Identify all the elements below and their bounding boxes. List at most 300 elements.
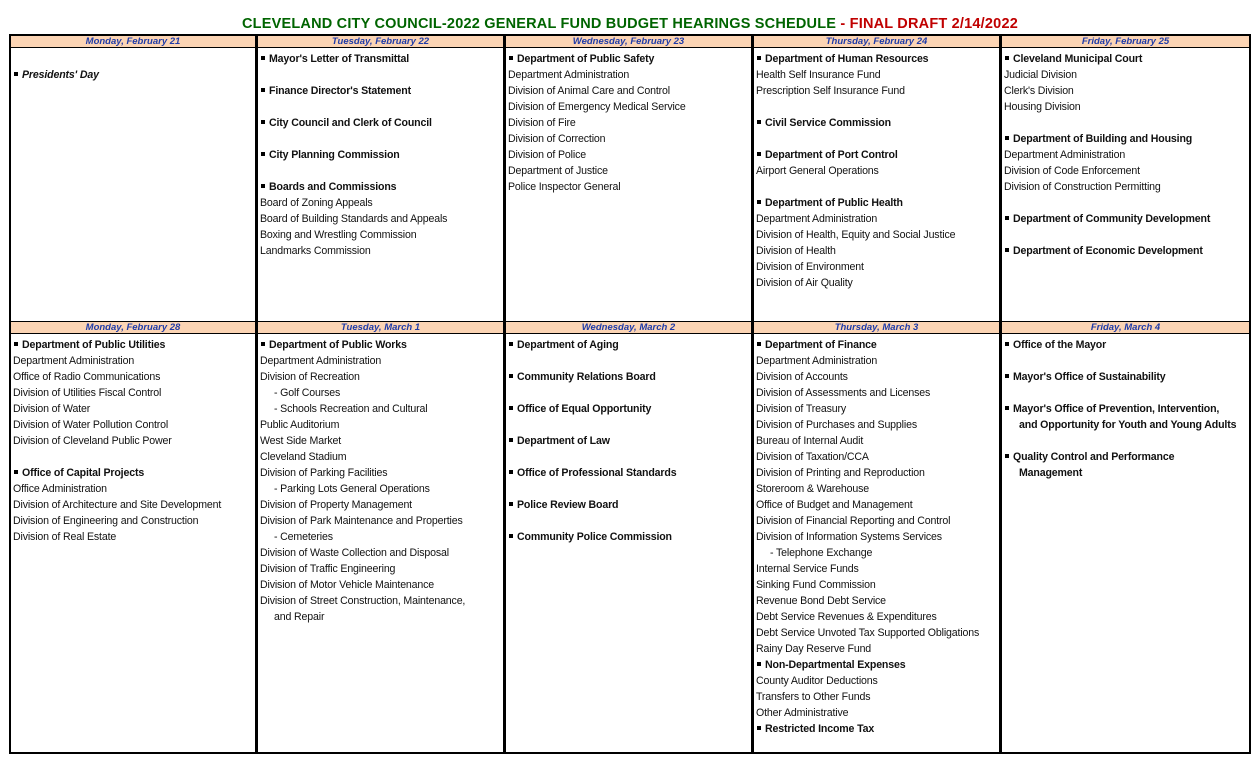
- spacer: [508, 417, 751, 433]
- agenda-text: Division of Printing and Reproduction: [756, 467, 925, 479]
- agenda-subitem: [260, 529, 503, 545]
- agenda-heading: [508, 465, 751, 481]
- agenda-item: [508, 99, 751, 115]
- agenda-text: Division of Construction Permitting: [1004, 181, 1161, 193]
- day-agenda: [258, 48, 503, 259]
- day-cell: [11, 322, 258, 752]
- agenda-text: Transfers to Other Funds: [756, 691, 871, 703]
- spacer: [756, 179, 999, 195]
- agenda-text: Division of Recreation: [260, 371, 360, 383]
- day-agenda: [1002, 48, 1249, 259]
- day-header: Friday, March 4: [1002, 322, 1249, 334]
- agenda-heading: [1004, 369, 1249, 385]
- agenda-text: Boxing and Wrestling Commission: [260, 229, 417, 241]
- spacer: [1004, 353, 1249, 369]
- agenda-text: Debt Service Revenues & Expenditures: [756, 611, 937, 623]
- agenda-text: - Cemeteries: [274, 531, 333, 543]
- agenda-text: Non-Departmental Expenses: [765, 659, 906, 671]
- agenda-text: Division of Parking Facilities: [260, 467, 388, 479]
- agenda-item: [756, 227, 999, 243]
- agenda-heading: [260, 179, 503, 195]
- agenda-item: [756, 513, 999, 529]
- agenda-text: - Parking Lots General Operations: [274, 483, 430, 495]
- day-header: Wednesday, March 2: [506, 322, 751, 334]
- spacer: [756, 99, 999, 115]
- agenda-text: Department of Economic Development: [1013, 245, 1203, 257]
- agenda-item: [508, 147, 751, 163]
- agenda-item: [756, 529, 999, 545]
- agenda-text: Division of Engineering and Construction: [13, 515, 199, 527]
- agenda-item: [1004, 67, 1249, 83]
- agenda-heading: [260, 83, 503, 99]
- day-header: Friday, February 25: [1002, 36, 1249, 48]
- agenda-subitem: [260, 481, 503, 497]
- bullet-icon: [1005, 406, 1009, 410]
- agenda-item: [756, 353, 999, 369]
- agenda-text: - Telephone Exchange: [770, 547, 873, 559]
- agenda-item: [260, 465, 503, 481]
- agenda-item: [260, 497, 503, 513]
- day-header: Tuesday, February 22: [258, 36, 503, 48]
- agenda-text: Division of Health: [756, 245, 836, 257]
- bullet-icon: [1005, 248, 1009, 252]
- day-cell: [258, 36, 506, 321]
- day-agenda: [1002, 334, 1249, 481]
- day-agenda: [506, 334, 751, 545]
- agenda-item: [260, 211, 503, 227]
- day-agenda: [506, 48, 751, 195]
- agenda-text: Judicial Division: [1004, 69, 1077, 81]
- agenda-subitem: [260, 401, 503, 417]
- agenda-heading: [756, 657, 999, 673]
- agenda-heading: [1004, 51, 1249, 67]
- day-agenda: [754, 334, 999, 737]
- agenda-heading: [1004, 243, 1249, 259]
- agenda-item: [13, 481, 255, 497]
- bullet-icon: [14, 470, 18, 474]
- agenda-heading: [756, 337, 999, 353]
- page-title: [0, 16, 1260, 32]
- agenda-item: [1004, 147, 1249, 163]
- spacer: [1004, 227, 1249, 243]
- agenda-text: Police Inspector General: [508, 181, 621, 193]
- agenda-item: [1004, 179, 1249, 195]
- bullet-icon: [261, 184, 265, 188]
- agenda-item: [260, 513, 503, 529]
- agenda-text: Civil Service Commission: [765, 117, 891, 129]
- agenda-text: Storeroom & Warehouse: [756, 483, 870, 495]
- agenda-text: Office of Budget and Management: [756, 499, 913, 511]
- agenda-heading: [508, 369, 751, 385]
- bullet-icon: [509, 470, 513, 474]
- agenda-text: Division of Purchases and Supplies: [756, 419, 917, 431]
- agenda-text: Division of Cleveland Public Power: [13, 435, 172, 447]
- agenda-item: [756, 417, 999, 433]
- day-header: Monday, February 21: [11, 36, 255, 48]
- agenda-item: [756, 689, 999, 705]
- agenda-item: [756, 449, 999, 465]
- agenda-text: - Schools Recreation and Cultural: [274, 403, 428, 415]
- spacer: [1004, 433, 1249, 449]
- agenda-text: Division of Police: [508, 149, 586, 161]
- agenda-text: Division of Motor Vehicle Maintenance: [260, 579, 435, 591]
- agenda-text: Office Administration: [13, 483, 107, 495]
- agenda-item: [260, 577, 503, 593]
- bullet-icon: [14, 342, 18, 346]
- agenda-text: City Council and Clerk of Council: [269, 117, 432, 129]
- agenda-item: [260, 417, 503, 433]
- agenda-heading: [1004, 449, 1249, 465]
- agenda-text: Management: [1019, 467, 1083, 479]
- agenda-text: Office of the Mayor: [1013, 339, 1107, 351]
- agenda-text: Division of Financial Reporting and Control: [756, 515, 951, 527]
- agenda-item: [13, 513, 255, 529]
- agenda-text: Department of Aging: [517, 339, 619, 351]
- agenda-item: [260, 593, 503, 609]
- agenda-subitem: [756, 545, 999, 561]
- agenda-heading: [13, 67, 255, 83]
- bullet-icon: [1005, 216, 1009, 220]
- agenda-text: Department of Justice: [508, 165, 608, 177]
- agenda-text: Prescription Self Insurance Fund: [756, 85, 905, 97]
- agenda-item: [756, 497, 999, 513]
- agenda-heading: [508, 529, 751, 545]
- bullet-icon: [14, 72, 18, 76]
- agenda-item: [756, 83, 999, 99]
- bullet-icon: [261, 56, 265, 60]
- agenda-text: Debt Service Unvoted Tax Supported Obligations: [756, 627, 980, 639]
- agenda-text: Department of Law: [517, 435, 610, 447]
- spacer: [1004, 195, 1249, 211]
- spacer: [508, 353, 751, 369]
- agenda-text: Landmarks Commission: [260, 245, 371, 257]
- bullet-icon: [509, 406, 513, 410]
- agenda-text: Health Self Insurance Fund: [756, 69, 881, 81]
- agenda-item: [260, 353, 503, 369]
- agenda-text: Department of Finance: [765, 339, 877, 351]
- agenda-item: [756, 593, 999, 609]
- bullet-icon: [1005, 56, 1009, 60]
- bullet-icon: [509, 502, 513, 506]
- day-agenda: [11, 334, 255, 545]
- agenda-subitem: [260, 385, 503, 401]
- bullet-icon: [757, 342, 761, 346]
- agenda-item: [260, 369, 503, 385]
- agenda-item: [508, 83, 751, 99]
- day-cell: [11, 36, 258, 321]
- agenda-text: Division of Assessments and Licenses: [756, 387, 931, 399]
- day-header: Thursday, March 3: [754, 322, 999, 334]
- agenda-item: [756, 211, 999, 227]
- agenda-text: Sinking Fund Commission: [756, 579, 876, 591]
- agenda-text: Division of Treasury: [756, 403, 847, 415]
- agenda-text: and Opportunity for Youth and Young Adults: [1019, 419, 1237, 431]
- day-agenda: [11, 48, 255, 83]
- day-cell: [506, 322, 754, 752]
- agenda-heading: [1004, 401, 1249, 417]
- agenda-text: Housing Division: [1004, 101, 1081, 113]
- agenda-text: Division of Real Estate: [13, 531, 117, 543]
- agenda-text: Department of Building and Housing: [1013, 133, 1193, 145]
- agenda-text: Department of Public Health: [765, 197, 903, 209]
- agenda-item: [1004, 83, 1249, 99]
- day-cell: [506, 36, 754, 321]
- agenda-text: Department of Community Development: [1013, 213, 1211, 225]
- agenda-item: [13, 433, 255, 449]
- day-cell: [754, 36, 1002, 321]
- agenda-item: [260, 227, 503, 243]
- day-cell: [754, 322, 1002, 752]
- agenda-item: [756, 163, 999, 179]
- title-main: CLEVELAND CITY COUNCIL-2022 GENERAL FUND BUDGET HEARINGS SCHEDULE: [242, 16, 837, 32]
- agenda-heading: [508, 337, 751, 353]
- agenda-text: Division of Park Maintenance and Properties: [260, 515, 463, 527]
- agenda-item: [13, 401, 255, 417]
- agenda-item: [13, 497, 255, 513]
- spacer: [260, 131, 503, 147]
- agenda-item: [1004, 163, 1249, 179]
- agenda-text: Cleveland Stadium: [260, 451, 347, 463]
- week-row-2: [11, 322, 1249, 752]
- week-row-1: [11, 36, 1249, 324]
- agenda-text: Division of Correction: [508, 133, 606, 145]
- agenda-text: Boards and Commissions: [269, 181, 397, 193]
- agenda-text: Bureau of Internal Audit: [756, 435, 864, 447]
- agenda-item: [260, 449, 503, 465]
- agenda-text: Department Administration: [756, 213, 878, 225]
- title-draft: FINAL DRAFT 2/14/2022: [849, 16, 1018, 32]
- spacer: [508, 481, 751, 497]
- agenda-heading: [260, 337, 503, 353]
- agenda-item: [756, 385, 999, 401]
- agenda-text: Internal Service Funds: [756, 563, 859, 575]
- bullet-icon: [509, 534, 513, 538]
- agenda-text: Clerk's Division: [1004, 85, 1074, 97]
- agenda-text: Community Police Commission: [517, 531, 672, 543]
- spacer: [508, 385, 751, 401]
- agenda-heading: [508, 433, 751, 449]
- bullet-icon: [1005, 342, 1009, 346]
- agenda-text: Office of Professional Standards: [517, 467, 677, 479]
- agenda-item: [756, 259, 999, 275]
- agenda-heading: [756, 721, 999, 737]
- spacer: [1004, 115, 1249, 131]
- agenda-text: Public Auditorium: [260, 419, 340, 431]
- agenda-text: Division of Environment: [756, 261, 864, 273]
- agenda-text: Cleveland Municipal Court: [1013, 53, 1143, 65]
- agenda-item: [508, 131, 751, 147]
- day-agenda: [754, 48, 999, 291]
- agenda-text: Quality Control and Performance: [1013, 451, 1175, 463]
- agenda-text: Department Administration: [260, 355, 382, 367]
- agenda-item: [260, 433, 503, 449]
- agenda-text: Presidents' Day: [22, 69, 99, 81]
- agenda-text: Office of Equal Opportunity: [517, 403, 652, 415]
- agenda-text: Office of Radio Communications: [13, 371, 161, 383]
- agenda-text: County Auditor Deductions: [756, 675, 878, 687]
- bullet-icon: [509, 374, 513, 378]
- agenda-heading: [13, 465, 255, 481]
- bullet-icon: [261, 88, 265, 92]
- bullet-icon: [1005, 374, 1009, 378]
- agenda-heading: [260, 147, 503, 163]
- agenda-heading: [508, 51, 751, 67]
- agenda-text: Mayor's Office of Sustainability: [1013, 371, 1166, 383]
- agenda-text: Revenue Bond Debt Service: [756, 595, 886, 607]
- agenda-text: Airport General Operations: [756, 165, 879, 177]
- agenda-text: Division of Street Construction, Maintenance,: [260, 595, 466, 607]
- agenda-item: [1004, 99, 1249, 115]
- agenda-text: Department Administration: [756, 355, 878, 367]
- day-header: Monday, February 28: [11, 322, 255, 334]
- agenda-item: [260, 561, 503, 577]
- agenda-item: [756, 609, 999, 625]
- agenda-item: [508, 163, 751, 179]
- agenda-text: Division of Accounts: [756, 371, 848, 383]
- bullet-icon: [261, 120, 265, 124]
- agenda-text: Department Administration: [13, 355, 135, 367]
- day-agenda: [258, 334, 503, 625]
- spacer: [13, 51, 255, 67]
- agenda-item: [756, 465, 999, 481]
- agenda-text: Police Review Board: [517, 499, 619, 511]
- bullet-icon: [757, 152, 761, 156]
- agenda-heading: [1004, 337, 1249, 353]
- agenda-item: [508, 179, 751, 195]
- day-header: Wednesday, February 23: [506, 36, 751, 48]
- agenda-heading-continued: [1004, 417, 1249, 433]
- agenda-text: Rainy Day Reserve Fund: [756, 643, 872, 655]
- agenda-text: Department Administration: [508, 69, 630, 81]
- agenda-text: Division of Water: [13, 403, 91, 415]
- agenda-text: Department Administration: [1004, 149, 1126, 161]
- agenda-text: Division of Code Enforcement: [1004, 165, 1140, 177]
- agenda-item: [756, 433, 999, 449]
- agenda-item: [756, 243, 999, 259]
- agenda-item: [756, 67, 999, 83]
- agenda-heading: [260, 115, 503, 131]
- agenda-text: Finance Director's Statement: [269, 85, 411, 97]
- agenda-heading: [508, 497, 751, 513]
- agenda-item: [260, 195, 503, 211]
- day-header: Tuesday, March 1: [258, 322, 503, 334]
- agenda-text: Division of Traffic Engineering: [260, 563, 396, 575]
- spacer: [260, 67, 503, 83]
- agenda-text: Division of Architecture and Site Development: [13, 499, 222, 511]
- agenda-item: [756, 561, 999, 577]
- bullet-icon: [261, 342, 265, 346]
- agenda-heading: [756, 51, 999, 67]
- spacer: [260, 99, 503, 115]
- agenda-text: Mayor's Office of Prevention, Intervention,: [1013, 403, 1220, 415]
- agenda-text: West Side Market: [260, 435, 342, 447]
- agenda-item: [260, 545, 503, 561]
- bullet-icon: [1005, 454, 1009, 458]
- spacer: [508, 513, 751, 529]
- agenda-text: Department of Port Control: [765, 149, 898, 161]
- agenda-item: [13, 369, 255, 385]
- day-cell: [1002, 322, 1249, 752]
- agenda-text: Other Administrative: [756, 707, 849, 719]
- agenda-item: [508, 115, 751, 131]
- bullet-icon: [509, 342, 513, 346]
- spacer: [508, 449, 751, 465]
- agenda-item: [260, 243, 503, 259]
- agenda-text: Board of Zoning Appeals: [260, 197, 373, 209]
- spacer: [756, 131, 999, 147]
- agenda-item: [13, 529, 255, 545]
- agenda-item: [756, 641, 999, 657]
- bullet-icon: [509, 438, 513, 442]
- agenda-heading: [508, 401, 751, 417]
- agenda-text: Mayor's Letter of Transmittal: [269, 53, 410, 65]
- agenda-text: City Planning Commission: [269, 149, 400, 161]
- agenda-text: Department of Public Safety: [517, 53, 655, 65]
- agenda-item: [756, 481, 999, 497]
- agenda-heading: [1004, 131, 1249, 147]
- agenda-text: Restricted Income Tax: [765, 723, 875, 735]
- agenda-heading: [756, 115, 999, 131]
- bullet-icon: [757, 120, 761, 124]
- agenda-text: Office of Capital Projects: [22, 467, 145, 479]
- agenda-heading: [13, 337, 255, 353]
- agenda-text: Community Relations Board: [517, 371, 656, 383]
- bullet-icon: [261, 152, 265, 156]
- spacer: [1004, 385, 1249, 401]
- spacer: [13, 449, 255, 465]
- agenda-heading: [756, 147, 999, 163]
- agenda-text: Division of Water Pollution Control: [13, 419, 169, 431]
- agenda-text: Board of Building Standards and Appeals: [260, 213, 448, 225]
- agenda-item: [756, 705, 999, 721]
- agenda-text: Division of Utilities Fiscal Control: [13, 387, 162, 399]
- day-cell: [258, 322, 506, 752]
- agenda-text: Department of Public Utilities: [22, 339, 166, 351]
- agenda-heading-continued: [1004, 465, 1249, 481]
- agenda-item: [13, 385, 255, 401]
- agenda-text: Division of Air Quality: [756, 277, 853, 289]
- agenda-heading: [756, 195, 999, 211]
- agenda-text: Division of Emergency Medical Service: [508, 101, 686, 113]
- bullet-icon: [509, 56, 513, 60]
- agenda-heading: [260, 51, 503, 67]
- agenda-text: Department of Human Resources: [765, 53, 929, 65]
- day-cell: [1002, 36, 1249, 321]
- agenda-text: and Repair: [274, 611, 325, 623]
- agenda-text: Department of Public Works: [269, 339, 407, 351]
- agenda-item: [508, 67, 751, 83]
- agenda-item: [756, 369, 999, 385]
- agenda-text: Division of Waste Collection and Disposal: [260, 547, 449, 559]
- day-header: Thursday, February 24: [754, 36, 999, 48]
- agenda-text: Division of Information Systems Services: [756, 531, 942, 543]
- spacer: [260, 163, 503, 179]
- bullet-icon: [757, 200, 761, 204]
- agenda-text: Division of Animal Care and Control: [508, 85, 670, 97]
- bullet-icon: [757, 662, 761, 666]
- agenda-item: [756, 577, 999, 593]
- agenda-text: Division of Taxation/CCA: [756, 451, 869, 463]
- agenda-heading: [1004, 211, 1249, 227]
- bullet-icon: [757, 726, 761, 730]
- agenda-item: [756, 625, 999, 641]
- agenda-item: [756, 673, 999, 689]
- bullet-icon: [1005, 136, 1009, 140]
- schedule-grid: [9, 34, 1251, 754]
- agenda-item: [756, 275, 999, 291]
- bullet-icon: [757, 56, 761, 60]
- agenda-text: Division of Health, Equity and Social Justice: [756, 229, 956, 241]
